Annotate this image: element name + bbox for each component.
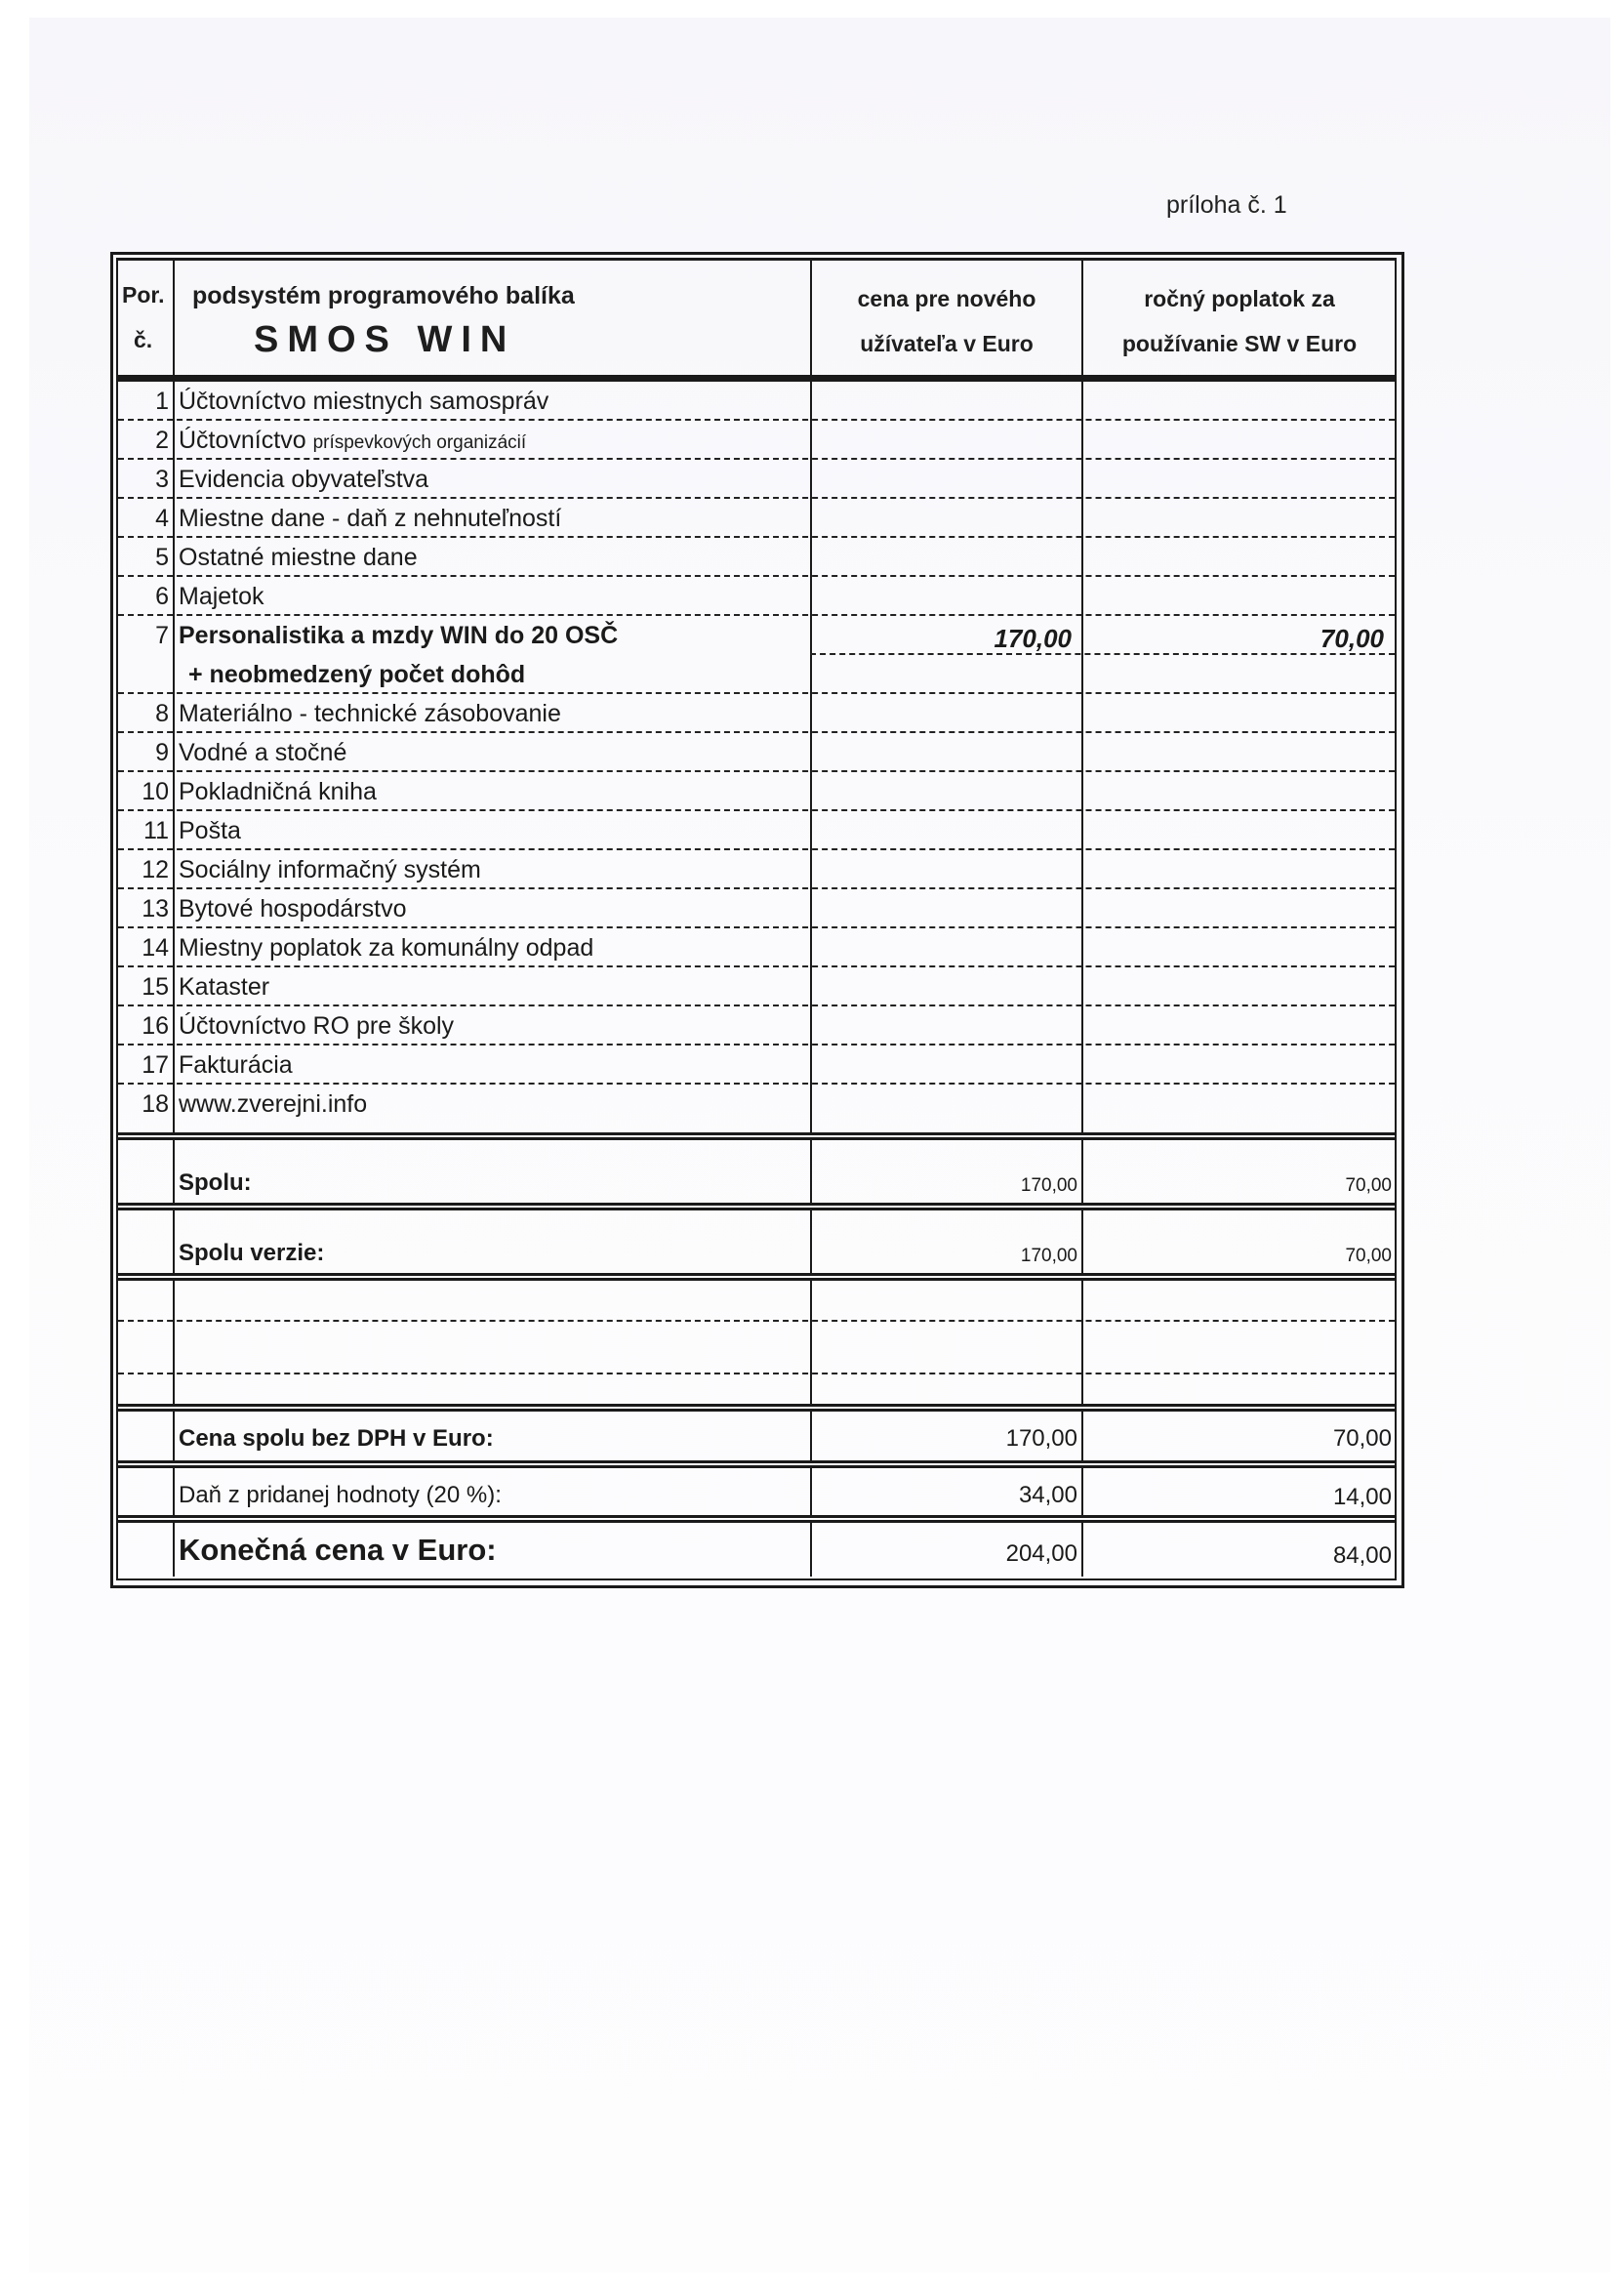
header-subsystem-title: podsystém programového balíka xyxy=(192,282,575,309)
spolu-verzie-new-user-price: 170,00 xyxy=(1020,1246,1077,1266)
row-number: 15 xyxy=(142,973,169,1001)
header-new-user-line1: cena pre nového xyxy=(857,286,1036,311)
final-annual-fee: 84,00 xyxy=(1332,1542,1392,1569)
row-name-main: Účtovníctvo xyxy=(179,427,306,454)
table-row xyxy=(118,1046,1395,1085)
empty-rows-block xyxy=(118,1278,1395,1407)
row-number: 12 xyxy=(142,856,169,883)
header-product-name: SMOS WIN xyxy=(254,319,516,360)
row-number: 3 xyxy=(155,466,169,493)
column-divider xyxy=(173,1523,175,1577)
without-vat-new-user-price: 170,00 xyxy=(1005,1425,1077,1452)
row-name: Bytové hospodárstvo xyxy=(179,895,407,922)
total-without-vat-row xyxy=(118,1409,1395,1463)
row-number: 6 xyxy=(155,583,169,610)
row-name: Miestny poplatok za komunálny odpad xyxy=(179,934,594,962)
table-row xyxy=(118,850,1395,889)
row-number: 9 xyxy=(155,739,169,766)
annex-label: príloha č. 1 xyxy=(1166,191,1287,219)
row-number: 7 xyxy=(155,622,169,649)
row-number: 2 xyxy=(155,427,169,454)
table-row xyxy=(118,421,1395,460)
vat-label: Daň z pridanej hodnoty (20 %): xyxy=(179,1482,502,1508)
table-row xyxy=(118,577,1395,616)
column-divider xyxy=(173,261,175,375)
row-name: Majetok xyxy=(179,583,264,610)
row-name: Pokladničná kniha xyxy=(179,778,377,805)
row-number: 10 xyxy=(142,778,169,805)
table-header xyxy=(118,258,1395,378)
total-spolu-row xyxy=(118,1137,1395,1206)
row-name: Účtovníctvo miestnych samospráv xyxy=(179,388,549,415)
vat-new-user-price: 34,00 xyxy=(1018,1482,1077,1508)
column-divider xyxy=(1081,1281,1083,1404)
spolu-annual-fee: 70,00 xyxy=(1345,1175,1392,1196)
row-name: Evidencia obyvateľstva xyxy=(179,466,429,493)
without-vat-label: Cena spolu bez DPH v Euro: xyxy=(179,1425,494,1452)
column-divider xyxy=(173,1210,175,1273)
column-divider xyxy=(173,1140,175,1203)
row-name: Vodné a stočné xyxy=(179,739,347,766)
row-name: Materiálno - technické zásobovanie xyxy=(179,700,561,727)
row-name: www.zverejni.info xyxy=(179,1090,368,1118)
column-divider xyxy=(173,1412,175,1460)
table-row xyxy=(118,499,1395,538)
spolu-new-user-price: 170,00 xyxy=(1020,1175,1077,1196)
vat-row xyxy=(118,1465,1395,1518)
column-divider xyxy=(810,1281,812,1404)
row-number: 14 xyxy=(142,934,169,962)
row-number: 5 xyxy=(155,544,169,571)
row-number: 11 xyxy=(143,817,169,844)
row-name: Pošta xyxy=(179,817,241,844)
table-row xyxy=(118,928,1395,967)
spolu-verzie-label: Spolu verzie: xyxy=(179,1240,325,1266)
row-number: 18 xyxy=(142,1090,169,1118)
table-row xyxy=(118,733,1395,772)
row-number: 8 xyxy=(155,700,169,727)
row-name: Kataster xyxy=(179,973,270,1001)
header-new-user-line2: užívateľa v Euro xyxy=(860,331,1034,356)
row-name: Účtovníctvo RO pre školy xyxy=(179,1012,455,1040)
table-row xyxy=(118,772,1395,811)
row-name: Miestne dane - daň z nehnuteľností xyxy=(179,505,562,532)
header-annual-fee xyxy=(1083,276,1396,366)
table-row xyxy=(118,889,1395,928)
row-name: Fakturácia xyxy=(179,1051,293,1079)
without-vat-annual-fee: 70,00 xyxy=(1332,1425,1392,1452)
table-row xyxy=(118,811,1395,850)
row-name: Personalistika a mzdy WIN do 20 OSČ xyxy=(179,622,619,649)
header-por: Por. xyxy=(122,282,165,308)
row-new-user-price: 170,00 xyxy=(994,624,1072,653)
column-divider xyxy=(173,1468,175,1515)
table-items xyxy=(118,378,1395,1135)
header-new-user-price xyxy=(812,276,1081,366)
spolu-verzie-annual-fee: 70,00 xyxy=(1345,1246,1392,1266)
row-number: 1 xyxy=(155,388,169,415)
row-number: 13 xyxy=(142,895,169,922)
table-row xyxy=(118,694,1395,733)
table-row xyxy=(118,616,1395,694)
table-row xyxy=(118,538,1395,577)
row-name-small: príspevkových organizácií xyxy=(312,432,527,453)
row-divider xyxy=(118,1373,1395,1374)
table-row xyxy=(118,460,1395,499)
row-number: 17 xyxy=(142,1051,169,1079)
row-name xyxy=(179,427,526,455)
header-annual-line1: ročný poplatok za xyxy=(1144,286,1335,311)
total-spolu-verzie-row xyxy=(118,1208,1395,1276)
row-name: Ostatné miestne dane xyxy=(179,544,418,571)
row-divider xyxy=(118,1320,1395,1322)
row-name: Sociálny informačný systém xyxy=(179,856,481,883)
table-row xyxy=(118,1006,1395,1046)
final-new-user-price: 204,00 xyxy=(1005,1540,1077,1567)
header-c: č. xyxy=(134,327,153,352)
table-row xyxy=(118,967,1395,1006)
row-name-line2: + neobmedzený počet dohôd xyxy=(188,661,526,688)
header-annual-line2: používanie SW v Euro xyxy=(1121,331,1358,356)
row-number: 4 xyxy=(155,505,169,532)
spolu-label: Spolu: xyxy=(179,1169,252,1196)
row-number: 16 xyxy=(142,1012,169,1040)
table-row xyxy=(118,1085,1395,1124)
row-divider xyxy=(810,653,1395,655)
row-annual-fee: 70,00 xyxy=(1320,624,1384,653)
vat-annual-fee: 14,00 xyxy=(1332,1484,1392,1510)
column-divider xyxy=(173,1281,175,1404)
table-row xyxy=(118,382,1395,421)
final-price-row xyxy=(118,1520,1395,1577)
final-price-label: Konečná cena v Euro: xyxy=(179,1533,497,1567)
